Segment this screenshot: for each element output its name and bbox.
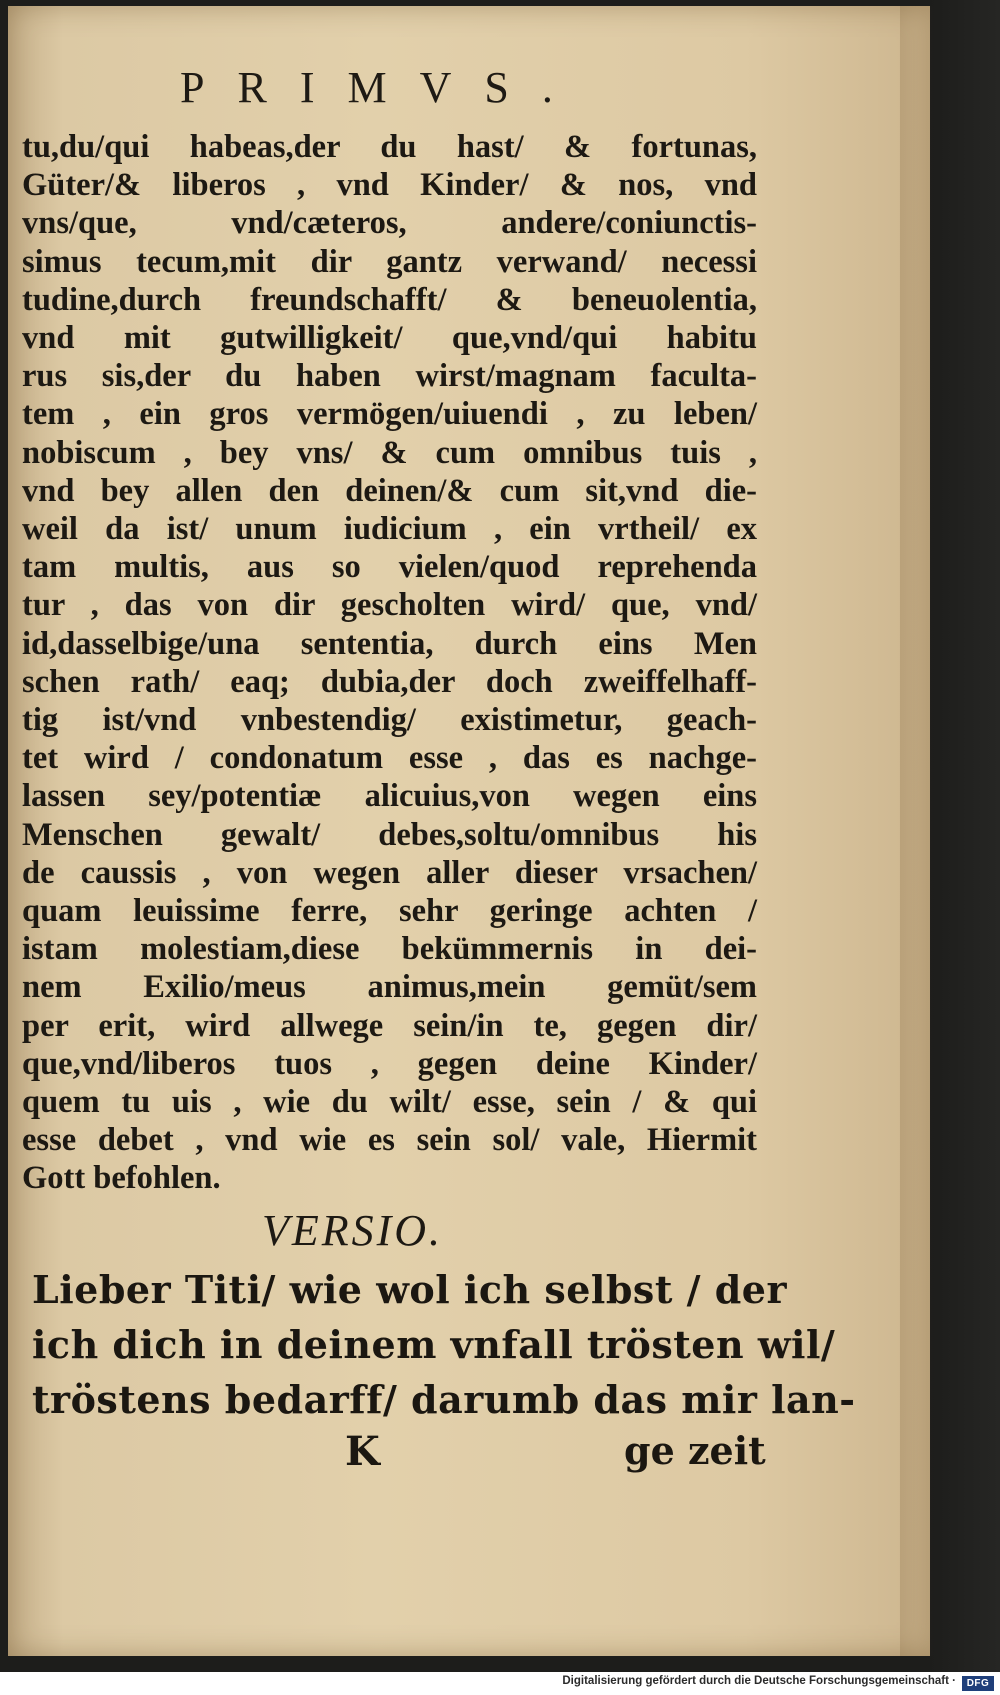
- text-line: tam multis, aus so vielen/quod reprehenda: [22, 549, 757, 586]
- versio-line: Lieber Titi/ wie wol ich selbst / der: [32, 1267, 787, 1312]
- text-line: de caussis , von wegen aller dieser vrsachen/: [22, 854, 757, 891]
- versio-text: [32, 1262, 856, 1427]
- interlinear-translation-text: [22, 128, 757, 1198]
- text-line: lassen sey/potentiæ alicuius,von wegen eins: [22, 778, 757, 815]
- text-line: vnd bey allen den deinen/& cum sit,vnd die-: [22, 472, 757, 509]
- signature-mark: K: [345, 1428, 380, 1475]
- text-line: nobiscum , bey vns/ & cum omnibus tuis ,: [22, 434, 757, 471]
- catchword: ge zeit: [624, 1428, 766, 1473]
- text-line: tur , das von dir gescholten wird/ que, vnd/: [22, 587, 757, 624]
- section-heading: VERSIO.: [262, 1206, 444, 1255]
- text-line: schen rath/ eaq; dubia,der doch zweiffelhaff-: [22, 663, 757, 700]
- text-line: quam leuissime ferre, sehr geringe achten /: [22, 893, 757, 930]
- text-line: id,dasselbige/una sententia, durch eins Men: [22, 625, 757, 662]
- text-line: vns/que, vnd/cæteros, andere/coniunctis-: [22, 205, 757, 242]
- text-line: weil da ist/ unum iudicium , ein vrtheil/ ex: [22, 511, 757, 548]
- text-line: tig ist/vnd vnbestendig/ existimetur, geach-: [22, 702, 757, 739]
- versio-line: tröstens bedarff/ darumb das mir lan-: [32, 1377, 856, 1422]
- text-line: nem Exilio/meus animus,mein gemüt/sem: [22, 969, 757, 1006]
- text-line: quem tu uis , wie du wilt/ esse, sein / & qui: [22, 1084, 757, 1121]
- text-line: que,vnd/liberos tuos , gegen deine Kinder/: [22, 1045, 757, 1082]
- text-line: rus sis,der du haben wirst/magnam faculta-: [22, 358, 757, 395]
- text-line: Güter/& liberos , vnd Kinder/ & nos, vnd: [22, 167, 757, 204]
- text-line: esse debet , vnd wie es sein sol/ vale, Hiermit: [22, 1122, 757, 1159]
- funding-credit: Digitalisierung gefördert durch die Deutsche Forschungsgemeinschaft ·: [562, 1675, 956, 1687]
- dfg-logo-icon: DFG: [962, 1676, 994, 1691]
- text-line: simus tecum,mit dir gantz verwand/ necessi: [22, 243, 757, 280]
- page-edge-shadow: [900, 6, 934, 1656]
- text-line: istam molestiam,diese bekümmernis in dei-: [22, 931, 757, 968]
- text-line: Gott befohlen.: [22, 1160, 221, 1197]
- text-line: tudine,durch freundschafft/ & beneuolentia,: [22, 281, 757, 318]
- text-line: tem , ein gros vermögen/uiuendi , zu leben/: [22, 396, 757, 433]
- versio-line: ich dich in deinem vnfall trösten wil/: [32, 1322, 836, 1367]
- footer-bar: [0, 1672, 1000, 1695]
- text-line: per erit, wird allwege sein/in te, gegen dir/: [22, 1007, 757, 1044]
- text-line: tet wird / condonatum esse , das es nachge-: [22, 740, 757, 777]
- text-line: vnd mit gutwilligkeit/ que,vnd/qui habitu: [22, 320, 757, 357]
- running-head: PRIMVS.: [180, 63, 586, 112]
- text-line: Menschen gewalt/ debes,soltu/omnibus his: [22, 816, 757, 853]
- text-line: tu,du/qui habeas,der du hast/ & fortunas,: [22, 129, 757, 165]
